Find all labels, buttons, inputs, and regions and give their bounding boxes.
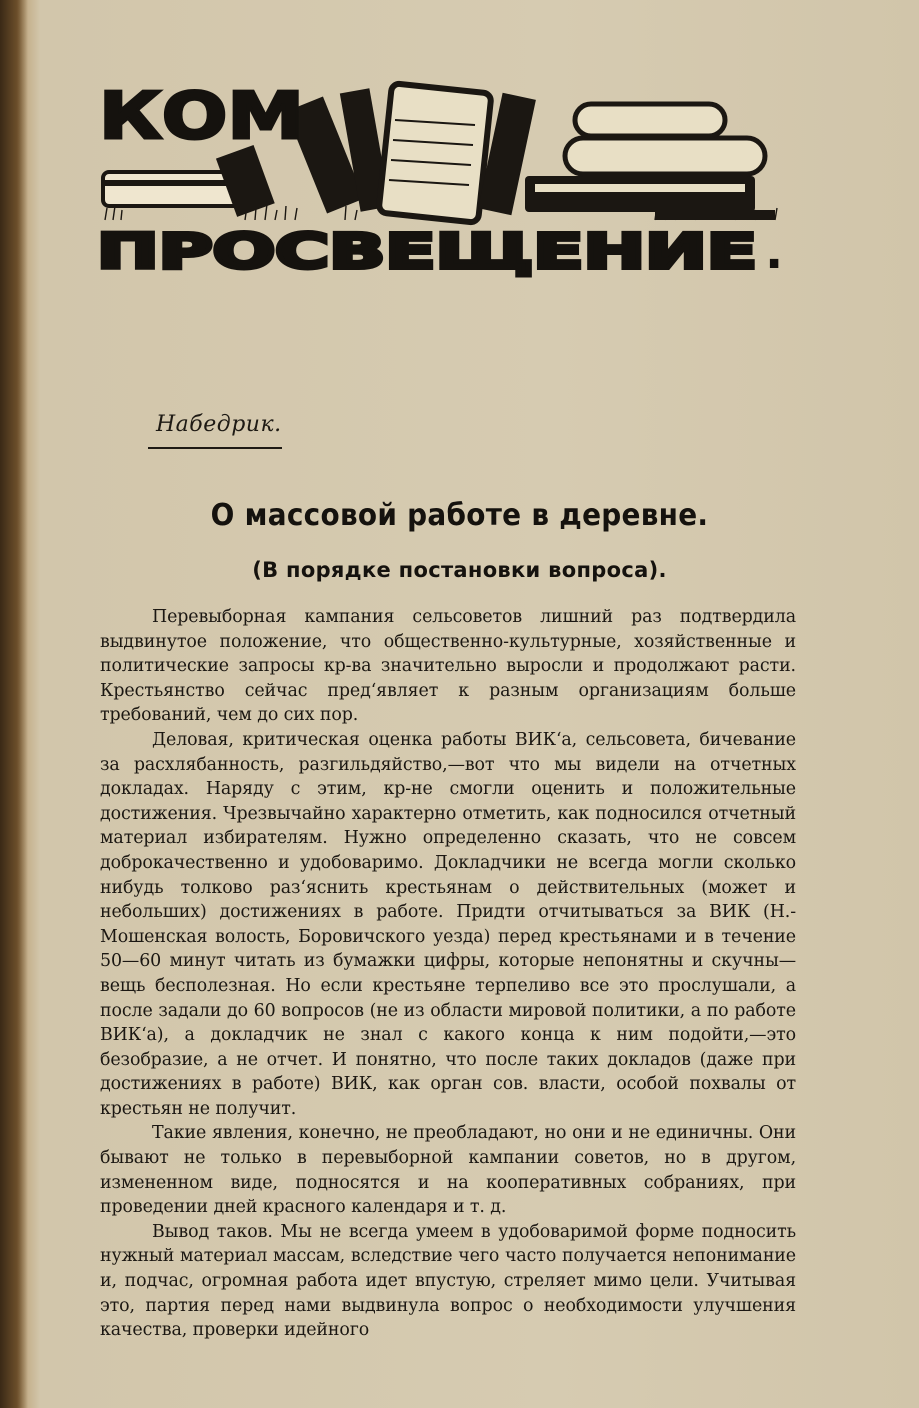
paragraph-3: Такие явления, конечно, не преобладают, но они и не единичны. Они бывают не только в перевыборной кампании советов, но в другом, измененном виде, подносятся и на кооперативных собраниях, при проведении дней красного календаря и т. д. (100, 1123, 796, 1218)
book-spine (0, 0, 28, 1408)
article-body (100, 605, 796, 1343)
svg-text:КОМ: КОМ (99, 80, 304, 154)
paragraph-1: Перевыборная кампания сельсоветов лишний раз подтвердила выдвинутое положение, что общественно-культурные, хозяйственные и политические запросы кр-ва значительно выросли и продолжают расти. Крестьянство сейчас пред‘являет к разным организациям больше требований, чем до сих пор. (100, 607, 796, 726)
books-illustration (95, 80, 795, 280)
masthead-word-top (99, 80, 304, 154)
masthead-period: . (765, 224, 784, 280)
masthead (95, 80, 795, 280)
article-title: О массовой работе в деревне. (210, 498, 709, 533)
paragraph-2: Деловая, критическая оценка работы ВИК‘а, сельсовета, бичевание за расхлябанность, разгильдяйство,—вот что мы видели на отчетных докладах. Наряду с этим, кр-не смогли оценить и положительные достижения. Чрезвычайно характерно отметить, как подносился отчетный материал избирателям. Нужно определенно сказать, что не совсем доброкачественно и удобоваримо. Докладчики не всегда могли сколько нибудь толково раз‘яснить крестьянам о действительных (может и небольших) достижениях в работе. Придти отчитываться за ВИК (Н.-Мошенская волость, Боровичского уезда) перед крестьянами и в течение 50—60 минут читать из бумажки цифры, которые непонятны и скучны—вещь бесполезная. Но если крестьяне терпеливо все это прослушали, а после задали до 60 вопросов (не из области мировой политики, а по работе ВИК‘а), а докладчик не знал с какого конца к ним подойти,—это безобразие, а не отчет. И понятно, что после таких докладов (даже при достижениях в работе) ВИК, как орган сов. власти, особой похвалы от крестьян не получит. (100, 729, 796, 1119)
article-subtitle: (В порядке постановки вопроса). (252, 558, 667, 582)
masthead-word-bottom (97, 224, 757, 280)
author-underline (148, 447, 282, 449)
article-author: Набедрик. (156, 412, 282, 437)
svg-text:ПРОСВЕЩЕНИЕ: ПРОСВЕЩЕНИЕ (97, 224, 757, 280)
paragraph-4: Вывод таков. Мы не всегда умеем в удобоваримой форме подносить нужный материал массам, вследствие чего часто получается непонимание и, подчас, огромная работа идет впустую, стреляет мимо цели. Учитывая это, партия перед нами выдвинула вопрос о необходимости улучшения качества, проверки идейного (100, 1221, 796, 1341)
